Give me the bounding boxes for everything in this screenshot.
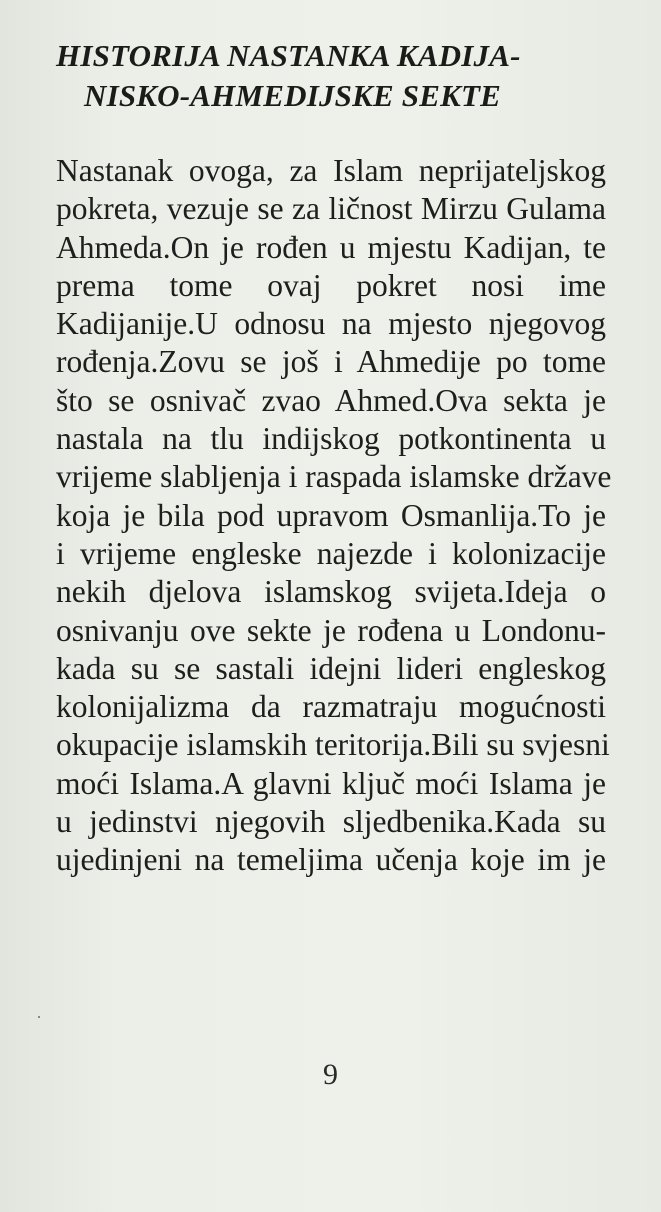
body-line: vrijeme slabljenja i raspada islamske države [56, 459, 612, 495]
body-line: okupacije islamskih teritorija.Bili su svjesni [56, 727, 610, 763]
chapter-title-line-2: NISKO-AHMEDIJSKE SEKTE [84, 78, 502, 113]
body-line: Nastanak ovoga, za Islam neprijateljskog [56, 153, 606, 188]
body-line: osnivanju ove sekte je rođena u Londonu- [56, 612, 606, 648]
body-line: moći Islama.A glavni ključ moći Islama je [56, 765, 606, 801]
chapter-title [56, 36, 616, 116]
body-line: prema tome ovaj pokret nosi ime [56, 267, 606, 303]
body-line: Kadijanije.U odnosu na mjesto njegovog [56, 306, 606, 342]
body-line: ujedinjeni na temeljima učenja koje im je [56, 842, 606, 878]
body-line: kolonijalizma da razmatraju mogućnosti [56, 689, 606, 725]
body-line: Ahmeda.On je rođen u mjestu Kadijan, te [56, 229, 606, 265]
page-number: 9 [323, 1058, 338, 1091]
body-line: koja je bila pod upravom Osmanlija.To je [56, 497, 606, 533]
body-line: rođenja.Zovu se još i Ahmedije po tome [56, 344, 606, 380]
body-line: nekih djelova islamskog svijeta.Ideja o [56, 574, 606, 610]
body-line: što se osnivač zvao Ahmed.Ova sekta je [56, 382, 606, 418]
body-line: pokreta, vezuje se za ličnost Mirzu Gulama [56, 191, 606, 227]
body-line: kada su se sastali idejni lideri engleskog [56, 650, 606, 686]
body-line: nastala na tlu indijskog potkontinenta u [56, 421, 606, 457]
body-line: u jedinstvi njegovih sljedbenika.Kada su [56, 804, 606, 840]
chapter-title-line-1: HISTORIJA NASTANKA KADIJA- [56, 38, 521, 73]
body-line: i vrijeme engleske najezde i kolonizacije [56, 535, 606, 571]
body-paragraph [56, 152, 612, 880]
paper-speck [38, 1016, 40, 1018]
